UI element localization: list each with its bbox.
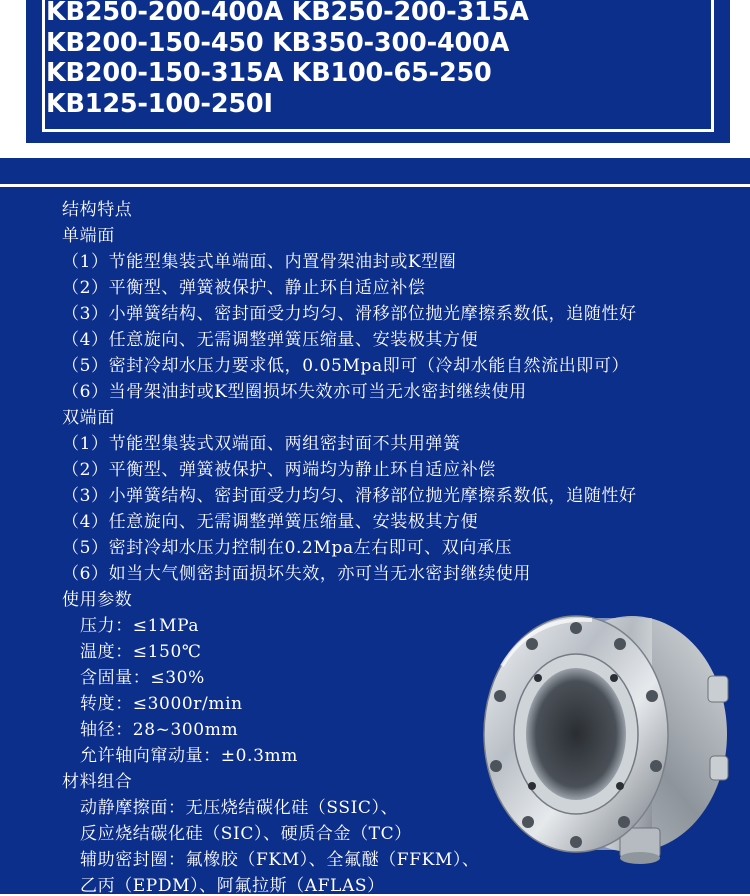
double-item-5: （5）密封冷却水压力控制在0.2Mpa左右即可、双向承压 [62, 538, 513, 558]
features-heading: 结构特点 [62, 200, 133, 220]
params-heading: 使用参数 [62, 590, 133, 610]
double-face-heading: 双端面 [62, 408, 115, 428]
double-item-2: （2）平衡型、弹簧被保护、两端均为静止环自适应补偿 [62, 460, 496, 480]
param-pressure: 压力：≤1MPa [80, 616, 200, 636]
single-item-6: （6）当骨架油封或K型圈损坏失效亦可当无水密封继续使用 [62, 382, 527, 402]
material-line-3: 辅助密封圈：氟橡胶（FKM）、全氟醚（FFKM）、 [80, 850, 480, 870]
param-shaft: 轴径：28~300mm [80, 720, 239, 740]
model-line-3: KB200-150-315A KB100-65-250 [46, 58, 492, 88]
material-line-4: 乙丙（EPDM）、阿氟拉斯（AFLAS） [80, 876, 385, 896]
double-item-6: （6）如当大气侧密封面损坏失效，亦可当无水密封继续使用 [62, 564, 532, 584]
double-item-3: （3）小弹簧结构、密封面受力均匀、滑移部位抛光摩擦系数低，追随性好 [62, 486, 637, 506]
single-face-heading: 单端面 [62, 226, 115, 246]
single-item-5: （5）密封冷却水压力要求低，0.05Mpa即可（冷却水能自然流出即可） [62, 356, 630, 376]
double-item-4: （4）任意旋向、无需调整弹簧压缩量、安装极其方便 [62, 512, 479, 532]
param-solids: 含固量：≤30% [80, 668, 205, 688]
material-line-1: 动静摩擦面：无压烧结碳化硅（SSIC）、 [80, 798, 399, 818]
single-item-2: （2）平衡型、弹簧被保护、静止环自适应补偿 [62, 278, 426, 298]
divider-rule [0, 184, 750, 187]
model-line-1: KB250-200-400A KB250-200-315A [46, 0, 529, 27]
single-item-1: （1）节能型集装式单端面、内置骨架油封或K型圈 [62, 252, 457, 272]
material-line-2: 反应烧结碳化硅（SIC）、硬质合金（TC） [80, 824, 412, 844]
param-speed: 转度：≤3000r/min [80, 694, 243, 714]
model-line-2: KB200-150-450 KB350-300-400A [46, 28, 510, 58]
param-axial: 允许轴向窜动量：±0.3mm [80, 746, 298, 766]
materials-heading: 材料组合 [62, 772, 133, 792]
param-temperature: 温度：≤150℃ [80, 642, 202, 662]
mechanical-seal-image [472, 606, 734, 866]
single-item-4: （4）任意旋向、无需调整弹簧压缩量、安装极其方便 [62, 330, 479, 350]
single-item-3: （3）小弹簧结构、密封面受力均匀、滑移部位抛光摩擦系数低，追随性好 [62, 304, 637, 324]
model-line-4: KB125-100-250I [46, 89, 273, 119]
double-item-1: （1）节能型集装式双端面、两组密封面不共用弹簧 [62, 434, 461, 454]
